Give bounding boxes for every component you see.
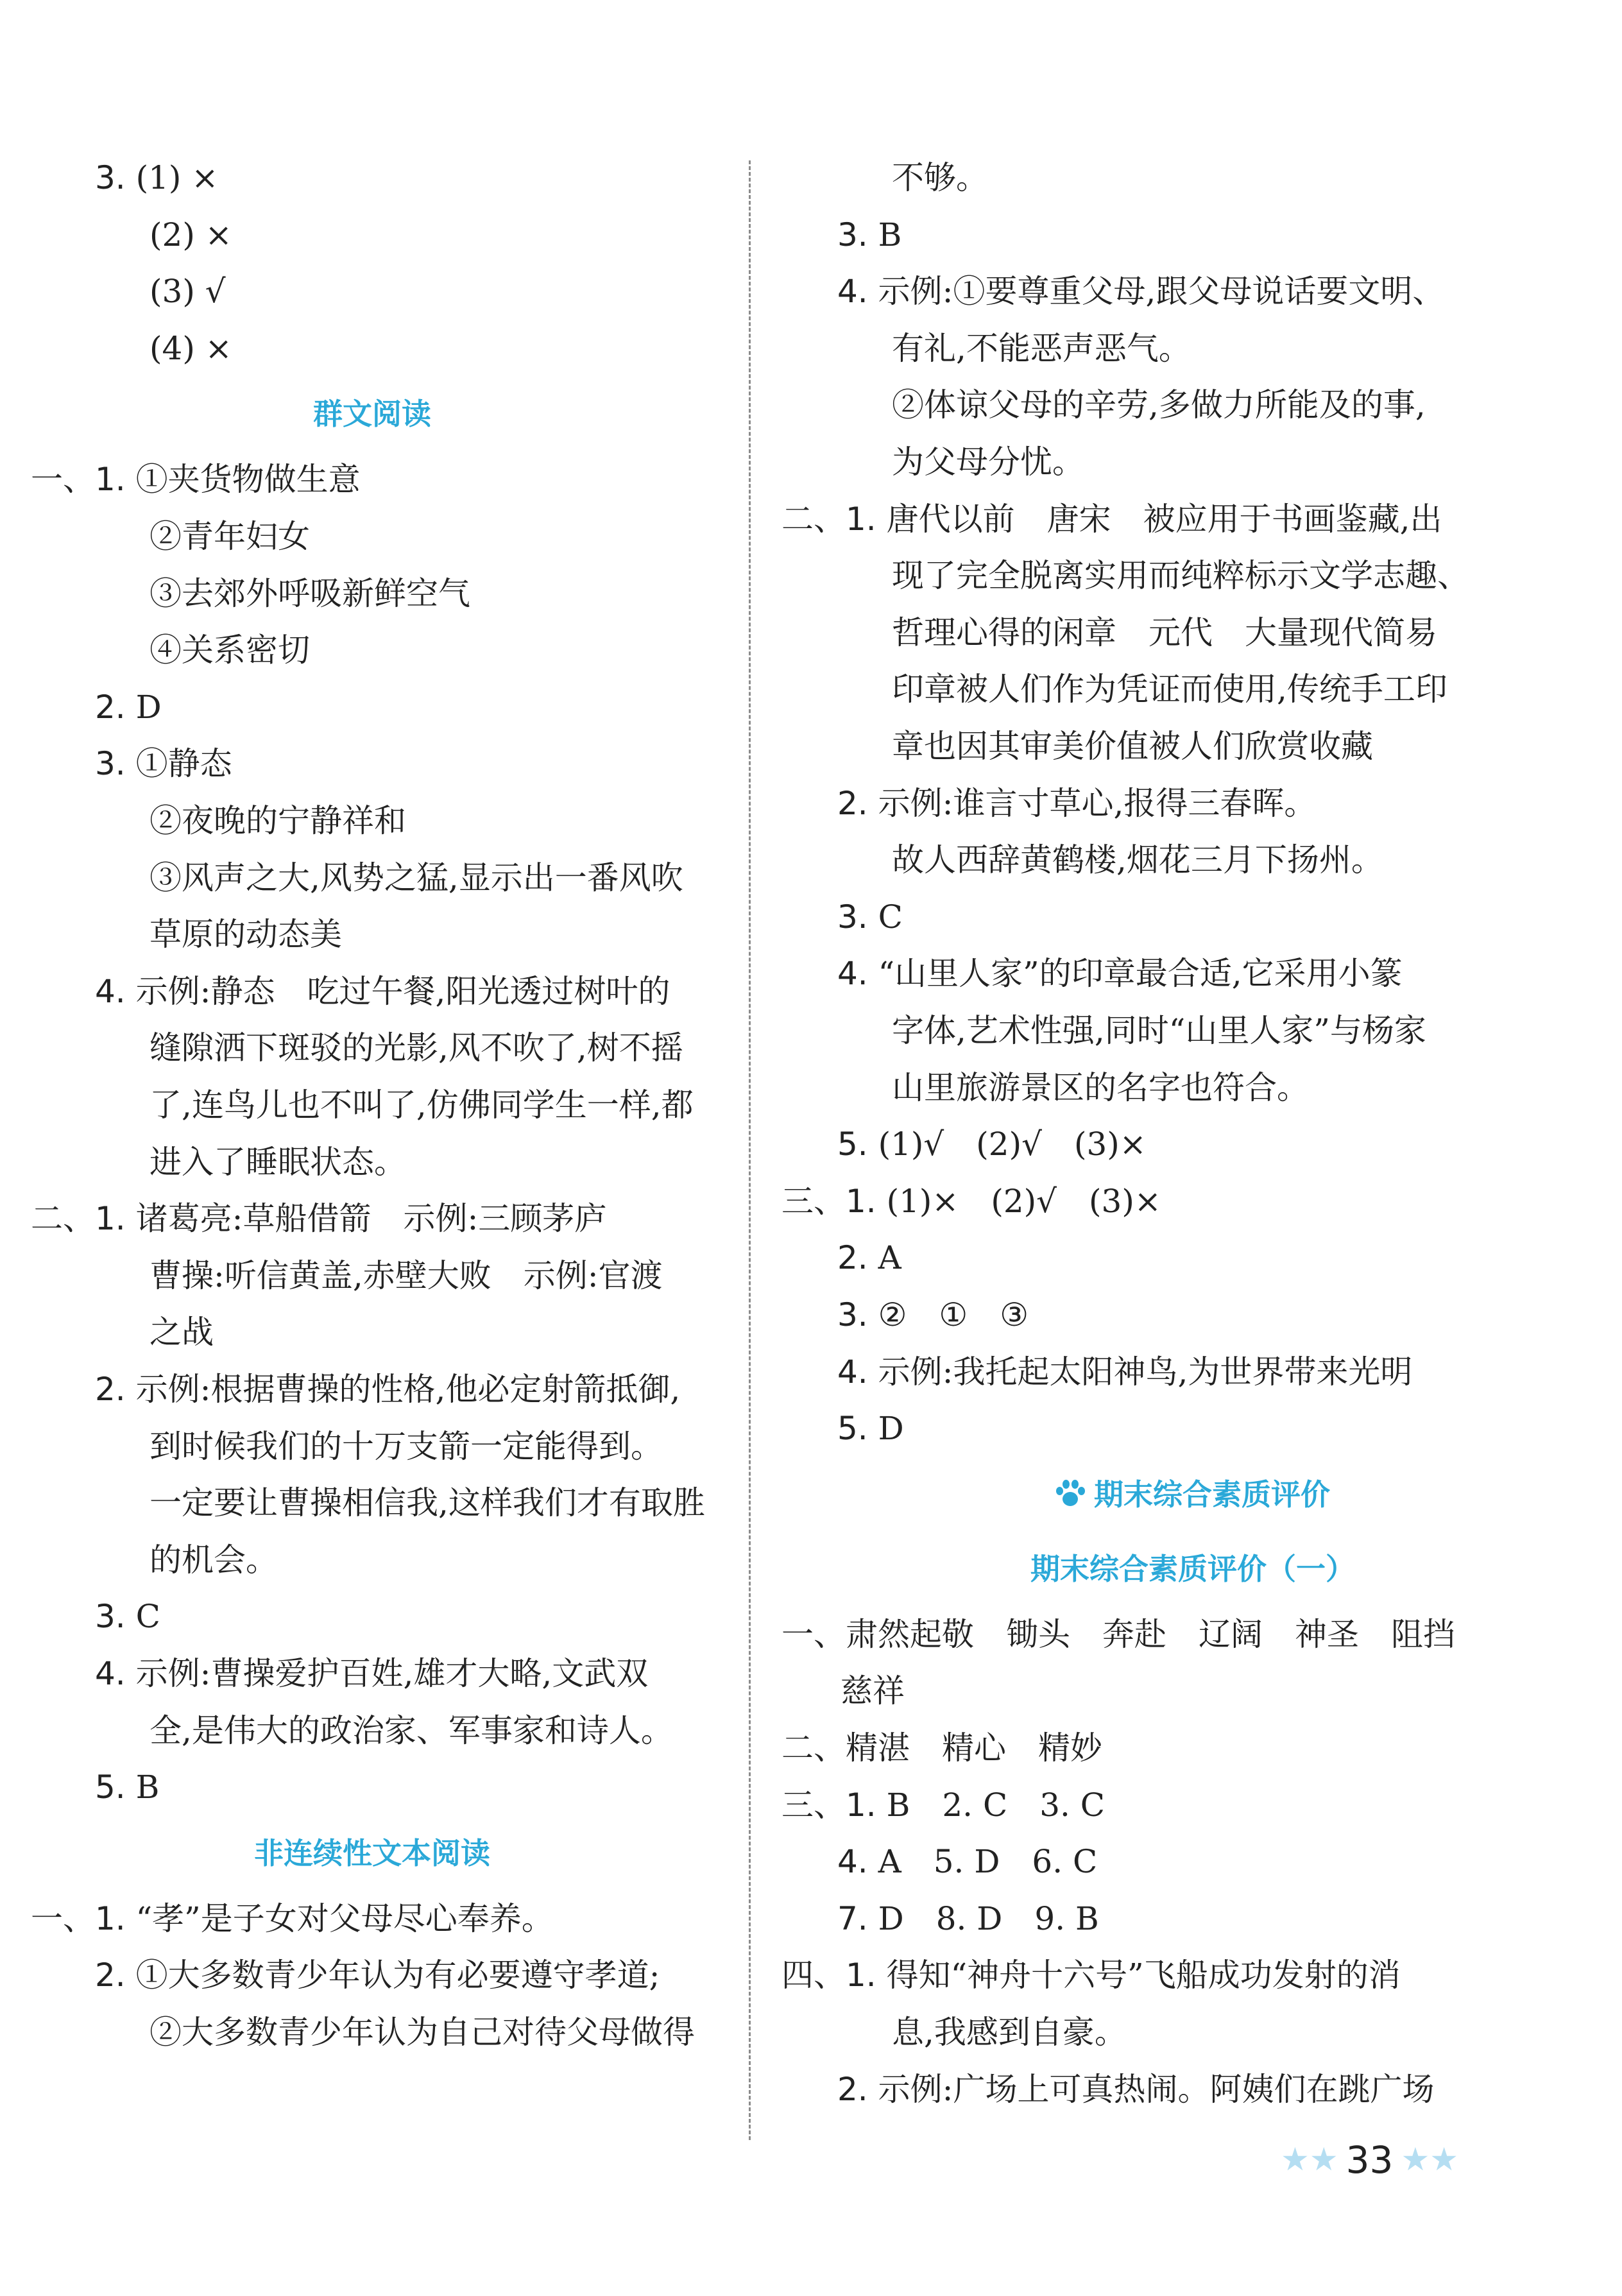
section-heading-text: 期末综合素质评价: [1094, 1477, 1330, 1512]
answer-text: 全,是伟大的政治家、军事家和诗人。: [149, 1711, 673, 1749]
answer-line: [837, 2069, 1434, 2109]
answer-number: 5.: [837, 1126, 878, 1163]
section-heading-text: 非连续性文本阅读: [254, 1835, 490, 1871]
answer-text: (1)× (2)√ (3)×: [886, 1182, 1161, 1220]
answer-number: 二、1.: [31, 1200, 136, 1238]
answer-text: ③风声之大,风势之猛,显示出一番风吹: [149, 859, 683, 896]
answer-line: [892, 556, 1469, 595]
answer-number: 4.: [837, 1843, 878, 1881]
answer-line: [837, 784, 1316, 823]
answer-text: 进入了睡眠状态。: [149, 1143, 406, 1181]
answer-line: [149, 858, 683, 898]
answer-line: [149, 1028, 683, 1068]
answer-line: [31, 1199, 606, 1238]
answer-number: 2.: [837, 2070, 878, 2108]
answer-line: [149, 271, 226, 311]
answer-line: [149, 801, 406, 841]
answer-text: “孝”是子女对父母尽心奉养。: [135, 1899, 554, 1937]
section-heading-text: 群文阅读: [313, 397, 431, 432]
answer-number: 二、1.: [781, 500, 887, 538]
answer-line: [892, 158, 988, 198]
answer-text: 示例:曹操爱护百姓,雄才大略,文武双: [135, 1655, 649, 1692]
answer-text: 慈祥: [841, 1672, 905, 1710]
answer-line: [781, 1181, 1161, 1221]
answer-text: 印章被人们作为凭证而使用,传统手工印: [892, 671, 1447, 708]
answer-number: 3.: [95, 745, 136, 783]
answer-line: [149, 574, 470, 613]
answer-line: [149, 1711, 673, 1751]
answer-line: [149, 329, 232, 368]
answer-text: (4) ×: [149, 329, 232, 367]
answer-line: [31, 459, 361, 499]
answer-line: [892, 1068, 1309, 1108]
answer-text: 曹操:听信黄盖,赤壁大败 示例:官渡: [149, 1256, 663, 1294]
answer-number: 4.: [837, 955, 878, 993]
answer-line: [95, 1654, 648, 1693]
answer-text: 了,连鸟儿也不叫了,仿佛同学生一样,都: [149, 1086, 694, 1124]
answer-line: [837, 1842, 1097, 1881]
answer-number: 4.: [95, 972, 136, 1010]
answer-text: 到时候我们的十万支箭一定能得到。: [149, 1427, 663, 1465]
answer-line: [781, 1955, 1401, 1995]
answer-text: B: [135, 1769, 160, 1806]
answer-text: ①大多数青少年认为有必要遵守孝道;: [135, 1957, 660, 1994]
answer-text: ①夹货物做生意: [135, 461, 361, 499]
answer-text: (2) ×: [149, 216, 232, 253]
answer-line: [892, 669, 1447, 709]
answer-line: [95, 744, 232, 784]
answer-line: [95, 158, 218, 198]
page-number-value: 33: [1345, 2138, 1394, 2182]
answer-text: 肃然起敬 锄头 奔赴 辽阔 神圣 阻挡: [846, 1615, 1455, 1653]
answer-text: 缝隙洒下斑驳的光影,风不吹了,树不摇: [149, 1029, 683, 1067]
answer-line: [892, 726, 1373, 766]
answer-line: [837, 215, 901, 255]
answer-line: [892, 613, 1437, 653]
answer-number: 2.: [837, 1239, 878, 1277]
answer-line: [95, 972, 670, 1011]
answer-text: 得知“神舟十六号”飞船成功发射的消: [886, 1957, 1401, 1994]
answer-text: 示例:我托起太阳神鸟,为世界带来光明: [878, 1353, 1413, 1391]
answer-number: 3.: [837, 898, 878, 936]
answer-line: [837, 1409, 904, 1448]
answer-text: 为父母分忧。: [892, 443, 1084, 481]
answer-number: 三、1.: [781, 1786, 887, 1824]
answer-text: A 5. D 6. C: [878, 1843, 1098, 1881]
answer-text: 的机会。: [149, 1541, 278, 1579]
answer-line: [95, 1767, 159, 1807]
paw-icon: [1055, 1479, 1085, 1507]
answer-number: 一、: [781, 1615, 846, 1653]
section-heading-text: 期末综合素质评价（一）: [1030, 1551, 1355, 1586]
answer-text: ②大多数青少年认为自己对待父母做得: [149, 2014, 695, 2051]
answer-line: [837, 1352, 1412, 1392]
star-icon: ★★: [1281, 2141, 1338, 2178]
answer-line: [95, 687, 162, 727]
answer-text: 之战: [149, 1314, 214, 1351]
answer-text: ②青年妇女: [149, 518, 310, 555]
answer-text: 现了完全脱离实用而纯粹标示文学志趣、: [892, 557, 1469, 595]
answer-line: [892, 1011, 1426, 1050]
answer-number: 3.: [95, 1598, 136, 1636]
answer-line: [149, 1085, 694, 1125]
answer-line: [149, 1312, 214, 1352]
answer-line: [892, 385, 1426, 425]
section-heading: [0, 395, 744, 433]
answer-line: [781, 499, 1442, 539]
answer-line: [892, 329, 1191, 368]
answer-line: [892, 2012, 1127, 2052]
answer-number: 四、1.: [781, 1957, 887, 1994]
answer-line: [149, 215, 232, 255]
answer-number: 2.: [837, 784, 878, 822]
answer-text: ②体谅父母的辛劳,多做力所能及的事,: [892, 386, 1426, 424]
answer-number: 4.: [837, 273, 878, 311]
answer-text: 不够。: [892, 159, 988, 196]
answer-number: 5.: [95, 1769, 136, 1806]
answer-text: (1)√ (2)√ (3)×: [878, 1126, 1147, 1163]
section-heading: [764, 1550, 1622, 1588]
answer-text: (3) √: [149, 273, 226, 311]
answer-text: 山里旅游景区的名字也符合。: [892, 1068, 1309, 1106]
answer-text: 息,我感到自豪。: [892, 2014, 1127, 2051]
answer-text: B: [878, 216, 902, 253]
answer-line: [149, 630, 310, 670]
answer-text: 哲理心得的闲章 元代 大量现代简易: [892, 613, 1437, 651]
answer-text: 示例:谁言寸草心,报得三春晖。: [878, 784, 1317, 822]
answer-text: C: [878, 898, 903, 936]
answer-text: 诸葛亮:草船借箭 示例:三顾茅庐: [135, 1200, 607, 1238]
answer-line: [95, 1955, 660, 1995]
answer-text: 唐代以前 唐宋 被应用于书画鉴藏,出: [886, 500, 1442, 538]
answer-number: 2.: [95, 1371, 136, 1408]
answer-text: A: [878, 1239, 901, 1277]
answer-number: 4.: [837, 1353, 878, 1391]
answer-number: 7.: [837, 1899, 878, 1937]
answer-line: [781, 1785, 1105, 1825]
answer-line: [837, 897, 903, 937]
answer-line: [149, 1256, 663, 1296]
answer-number: 5.: [837, 1410, 878, 1448]
answer-text: D: [135, 688, 162, 726]
answer-line: [149, 2012, 695, 2052]
answer-text: 示例:静态 吃过午餐,阳光透过树叶的: [135, 972, 670, 1010]
answer-line: [837, 1295, 1029, 1335]
answer-text: 草原的动态美: [149, 916, 342, 954]
answer-line: [892, 442, 1084, 482]
answer-text: D 8. D 9. B: [878, 1899, 1099, 1937]
answer-number: 一、1.: [31, 461, 136, 499]
answer-text: ②夜晚的宁静祥和: [149, 802, 406, 839]
star-icon: ★★: [1401, 2141, 1459, 2178]
section-heading: [764, 1475, 1622, 1514]
answer-text: 示例:根据曹操的性格,他必定射箭抵御,: [135, 1371, 681, 1408]
answer-text: 示例:广场上可真热闹。阿姨们在跳广场: [878, 2070, 1435, 2108]
answer-line: [149, 1142, 406, 1182]
answer-line: [31, 1899, 554, 1939]
answer-text: 字体,艺术性强,同时“山里人家”与杨家: [892, 1012, 1426, 1049]
answer-line: [837, 954, 1403, 993]
answer-number: 4.: [95, 1655, 136, 1692]
answer-line: [837, 1899, 1099, 1939]
answer-line: [149, 914, 342, 954]
answer-line: [837, 1238, 901, 1278]
answer-line: [781, 1615, 1455, 1654]
answer-line: [149, 517, 310, 556]
answer-text: 章也因其审美价值被人们欣赏收藏: [892, 728, 1373, 765]
answer-line: [149, 1540, 278, 1580]
page-number: [1281, 2137, 1458, 2182]
answer-number: 三、1.: [781, 1182, 887, 1220]
answer-text: 示例:①要尊重父母,跟父母说话要文明、: [878, 273, 1445, 311]
answer-line: [837, 271, 1444, 311]
column-divider: [749, 160, 751, 2140]
answer-line: [841, 1671, 905, 1711]
answer-text: B 2. C 3. C: [886, 1786, 1106, 1824]
answer-number: 2.: [95, 1957, 136, 1994]
answer-text: (1) ×: [135, 159, 219, 196]
answer-line: [95, 1369, 680, 1409]
answer-text: ③去郊外呼吸新鲜空气: [149, 574, 470, 612]
answer-text: “山里人家”的印章最合适,它采用小篆: [878, 955, 1403, 993]
answer-text: 有礼,不能恶声恶气。: [892, 329, 1191, 367]
answer-text: 一定要让曹操相信我,这样我们才有取胜: [149, 1484, 705, 1522]
answer-number: 一、1.: [31, 1899, 136, 1937]
answer-line: [837, 1124, 1147, 1164]
answer-line: [892, 840, 1383, 880]
answer-number: 3.: [837, 1296, 878, 1333]
answer-number: 3.: [837, 216, 878, 253]
answer-text: C: [135, 1598, 160, 1636]
answer-line: [149, 1483, 705, 1523]
answer-text: ①静态: [135, 745, 232, 783]
answer-text: D: [878, 1410, 904, 1448]
answer-line: [95, 1597, 160, 1636]
answer-line: [781, 1728, 1102, 1768]
answer-number: 二、: [781, 1729, 846, 1767]
answer-number: 2.: [95, 688, 136, 726]
section-heading: [0, 1834, 744, 1872]
answer-number: 3.: [95, 159, 136, 196]
answer-text: ② ① ③: [878, 1296, 1029, 1333]
answer-text: ④关系密切: [149, 631, 310, 669]
answer-text: 精湛 精心 精妙: [846, 1729, 1102, 1767]
answer-text: 故人西辞黄鹤楼,烟花三月下扬州。: [892, 841, 1383, 879]
answer-line: [149, 1426, 663, 1466]
